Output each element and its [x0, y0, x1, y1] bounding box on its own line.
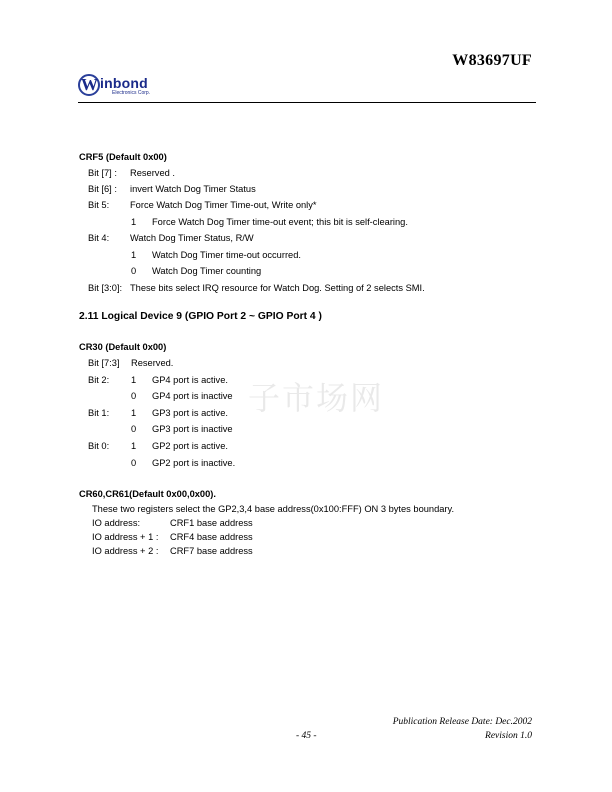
revision: Revision 1.0 — [485, 731, 532, 741]
cr30-bit-desc: GP4 port is active. — [152, 375, 228, 385]
logo-letter: W — [81, 75, 98, 94]
crf5-bit-desc: invert Watch Dog Timer Status — [130, 184, 256, 194]
io-address-value: CRF1 base address — [170, 518, 253, 528]
cr30-bit-desc: GP2 port is active. — [152, 441, 228, 451]
cr30-heading: CR30 (Default 0x00) — [79, 342, 167, 352]
crf5-bit-desc: Watch Dog Timer Status, R/W — [130, 233, 254, 243]
cr30-bit-value: 1 — [131, 375, 137, 385]
io-address-value: CRF7 base address — [170, 546, 253, 556]
page-number: - 45 - — [296, 731, 317, 741]
watermark: 子市场网 — [248, 379, 385, 417]
crf5-bit-desc: Force Watch Dog Timer Time-out, Write only* — [130, 200, 317, 210]
cr30-bit-desc: Reserved. — [131, 358, 174, 368]
io-address-label: IO address + 2 : — [92, 546, 159, 556]
document-title: W83697UF — [452, 52, 532, 69]
io-address-label: IO address: — [92, 518, 141, 528]
crf5-bit-label: Bit [3:0]: — [88, 283, 123, 293]
cr30-bit-desc: GP4 port is inactive — [152, 391, 233, 401]
cr30-bit-label: Bit [7:3] — [88, 358, 120, 368]
crf5-bit-label: Bit 4: — [88, 233, 110, 243]
header-divider — [78, 102, 536, 103]
crf5-bit-desc: Force Watch Dog Timer time-out event; this bit is self-clearing. — [152, 217, 408, 227]
crf5-bit-desc: Watch Dog Timer time-out occurred. — [152, 250, 301, 260]
cr30-bit-value: 0 — [131, 391, 137, 401]
crf5-bit-value: 0 — [131, 266, 137, 276]
cr30-bit-label: Bit 2: — [88, 375, 110, 385]
crf5-bit-desc: Reserved . — [130, 168, 175, 178]
cr30-bit-value: 0 — [131, 424, 137, 434]
io-address-label: IO address + 1 : — [92, 532, 159, 542]
cr60-intro: These two registers select the GP2,3,4 base address(0x100:FFF) ON 3 bytes boundary. — [92, 504, 455, 514]
winbond-logo — [78, 74, 168, 98]
section-heading: 2.11 Logical Device 9 (GPIO Port 2 ~ GPIO Port 4 ) — [79, 311, 322, 322]
crf5-bit-desc: These bits select IRQ resource for Watch Dog. Setting of 2 selects SMI. — [130, 283, 425, 293]
cr30-bit-label: Bit 1: — [88, 408, 110, 418]
io-address-value: CRF4 base address — [170, 532, 253, 542]
crf5-bit-value: 1 — [131, 217, 137, 227]
cr30-bit-desc: GP3 port is active. — [152, 408, 228, 418]
cr60-heading: CR60,CR61(Default 0x00,0x00). — [79, 489, 216, 499]
cr30-bit-value: 1 — [131, 441, 137, 451]
logo-text: inbond — [100, 75, 148, 91]
cr30-bit-label: Bit 0: — [88, 441, 110, 451]
cr30-bit-value: 0 — [131, 458, 137, 468]
crf5-bit-label: Bit 5: — [88, 200, 110, 210]
crf5-bit-label: Bit [6] : — [88, 184, 117, 194]
cr30-bit-value: 1 — [131, 408, 137, 418]
publication-date: Publication Release Date: Dec.2002 — [392, 717, 532, 727]
cr30-bit-desc: GP2 port is inactive. — [152, 458, 236, 468]
crf5-bit-label: Bit [7] : — [88, 168, 117, 178]
logo-subtext: Electronics Corp. — [112, 90, 151, 96]
crf5-bit-desc: Watch Dog Timer counting — [152, 266, 262, 276]
cr30-bit-desc: GP3 port is inactive — [152, 424, 233, 434]
crf5-bit-value: 1 — [131, 250, 137, 260]
crf5-heading: CRF5 (Default 0x00) — [79, 152, 167, 162]
